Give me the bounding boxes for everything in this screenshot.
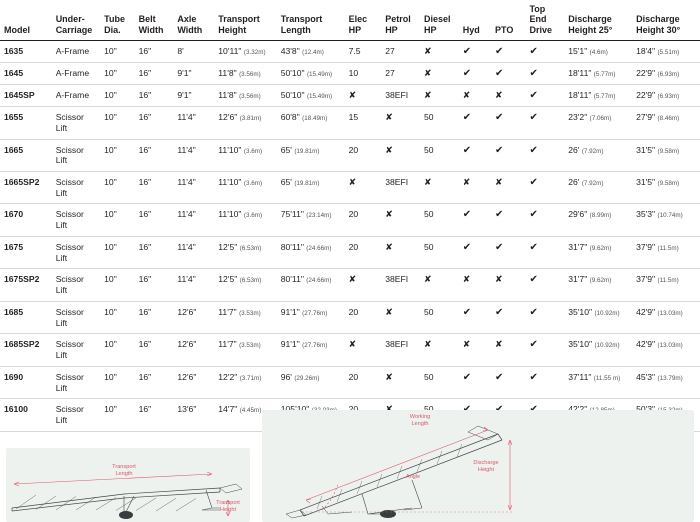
check-icon: ✔ bbox=[462, 306, 472, 318]
cell-undercarriage: Scissor Lift bbox=[52, 107, 100, 139]
check-icon: ✔ bbox=[529, 144, 538, 156]
cell-hyd bbox=[459, 366, 491, 398]
cell-belt-width: 16" bbox=[135, 85, 174, 107]
check-icon: ✔ bbox=[529, 274, 538, 286]
table-row bbox=[0, 107, 700, 139]
cell-transport-length: 60'8" (18.49m) bbox=[277, 107, 345, 139]
cell-transport-height: 11'10" (3.6m) bbox=[214, 139, 276, 171]
diagram-section bbox=[0, 410, 700, 522]
cell-undercarriage: Scissor Lift bbox=[52, 399, 100, 431]
cell-transport-length: 75'11" (23.14m) bbox=[277, 204, 345, 236]
table-header bbox=[0, 0, 700, 41]
cell-undercarriage: Scissor Lift bbox=[52, 139, 100, 171]
cell-belt-width: 16" bbox=[135, 204, 174, 236]
cell-petrol-hp bbox=[381, 107, 420, 139]
col-header-belt-width: Belt Width bbox=[135, 0, 174, 41]
cell-axle-width: 8' bbox=[173, 41, 214, 63]
cell-hyd bbox=[459, 334, 491, 366]
cell-model: 1655 bbox=[0, 107, 52, 139]
table-row bbox=[0, 63, 700, 85]
cross-icon: ✘ bbox=[423, 176, 432, 187]
cell-transport-length: 65' (19.81m) bbox=[277, 139, 345, 171]
table-row bbox=[0, 334, 700, 366]
table-row bbox=[0, 301, 700, 333]
cell-transport-length: 91'1" (27.76m) bbox=[277, 301, 345, 333]
cell-pto bbox=[491, 139, 525, 171]
cell-hyd bbox=[459, 107, 491, 139]
cell-diesel-hp: 50 bbox=[420, 366, 459, 398]
cell-pto bbox=[491, 41, 525, 63]
cross-icon: ✘ bbox=[462, 176, 471, 187]
cell-axle-width: 12'6" bbox=[173, 301, 214, 333]
cell-tube-dia: 10" bbox=[100, 269, 134, 301]
cell-petrol-hp bbox=[381, 366, 420, 398]
cell-model: 16100 bbox=[0, 399, 52, 431]
cell-discharge-height-25: 37'11" (11.55 m) bbox=[564, 366, 632, 398]
cell-pto bbox=[491, 366, 525, 398]
cross-icon: ✘ bbox=[423, 46, 432, 57]
col-header-undercarriage: Under-Carriage bbox=[52, 0, 100, 41]
cross-icon: ✘ bbox=[495, 339, 503, 350]
cell-transport-height: 11'7" (3.53m) bbox=[214, 301, 276, 333]
col-header-petrol-hp: Petrol HP bbox=[381, 0, 420, 41]
cell-undercarriage: A-Frame bbox=[52, 41, 100, 63]
cell-discharge-height-25: 18'11" (5.77m) bbox=[564, 85, 632, 107]
cross-icon: ✘ bbox=[423, 339, 432, 350]
col-header-diesel-hp: Diesel HP bbox=[420, 0, 459, 41]
cell-belt-width: 16" bbox=[135, 334, 174, 366]
cell-petrol-hp: 27 bbox=[381, 41, 420, 63]
cell-discharge-height-25: 26' (7.92m) bbox=[564, 139, 632, 171]
cell-petrol-hp: 38EFI bbox=[381, 269, 420, 301]
cross-icon: ✘ bbox=[462, 90, 471, 101]
table-row bbox=[0, 139, 700, 171]
cell-tube-dia: 10" bbox=[100, 63, 134, 85]
cell-tube-dia: 10" bbox=[100, 399, 134, 431]
cell-hyd bbox=[459, 204, 491, 236]
cell-diesel-hp: 50 bbox=[420, 107, 459, 139]
cell-axle-width: 11'4" bbox=[173, 107, 214, 139]
cross-icon: ✘ bbox=[385, 112, 393, 123]
check-icon: ✔ bbox=[462, 68, 472, 80]
cell-transport-length: 80'11" (24.66m) bbox=[277, 236, 345, 268]
check-icon: ✔ bbox=[495, 306, 504, 318]
cell-elec-hp: 10 bbox=[345, 63, 382, 85]
cell-model: 1685 bbox=[0, 301, 52, 333]
cell-axle-width: 11'4" bbox=[173, 269, 214, 301]
cell-tube-dia: 10" bbox=[100, 171, 134, 203]
col-header-discharge-height-30: Discharge Height 30° bbox=[632, 0, 700, 41]
cell-transport-length: 80'11" (24.66m) bbox=[277, 269, 345, 301]
cross-icon: ✘ bbox=[462, 339, 471, 350]
cross-icon: ✘ bbox=[385, 144, 393, 155]
cell-discharge-height-30: 22'9" (6.93m) bbox=[632, 85, 700, 107]
cell-axle-width: 9'1" bbox=[173, 85, 214, 107]
cell-transport-length: 65' (19.81m) bbox=[277, 171, 345, 203]
check-icon: ✔ bbox=[495, 144, 504, 156]
check-icon: ✔ bbox=[529, 46, 538, 58]
cell-belt-width: 16" bbox=[135, 63, 174, 85]
col-header-axle-width: Axle Width bbox=[173, 0, 214, 41]
cell-belt-width: 16" bbox=[135, 139, 174, 171]
cell-model: 1665SP2 bbox=[0, 171, 52, 203]
cell-transport-length: 96' (29.26m) bbox=[277, 366, 345, 398]
cell-transport-height: 10'11" (3.32m) bbox=[214, 41, 276, 63]
cell-discharge-height-25: 29'6" (8.99m) bbox=[564, 204, 632, 236]
cell-diesel-hp: 50 bbox=[420, 301, 459, 333]
cell-petrol-hp: 27 bbox=[381, 63, 420, 85]
cell-discharge-height-30: 27'9" (8.46m) bbox=[632, 107, 700, 139]
cell-petrol-hp: 38EFI bbox=[381, 85, 420, 107]
cell-discharge-height-30: 42'9" (13.03m) bbox=[632, 301, 700, 333]
cell-tube-dia: 10" bbox=[100, 41, 134, 63]
label-transport-height: Transport Height bbox=[216, 500, 240, 513]
check-icon: ✔ bbox=[529, 112, 538, 124]
cell-transport-height: 11'10" (3.6m) bbox=[214, 171, 276, 203]
cell-pto bbox=[491, 63, 525, 85]
cell-tube-dia: 10" bbox=[100, 366, 134, 398]
cell-elec-hp: 15 bbox=[345, 107, 382, 139]
cell-pto bbox=[491, 236, 525, 268]
cell-elec-hp: 20 bbox=[345, 301, 382, 333]
cell-undercarriage: Scissor Lift bbox=[52, 236, 100, 268]
label-transport-length: Transport Length bbox=[112, 464, 136, 477]
cell-diesel-hp bbox=[420, 334, 459, 366]
cell-discharge-height-25: 26' (7.92m) bbox=[564, 171, 632, 203]
cross-icon: ✘ bbox=[495, 90, 503, 101]
cross-icon: ✘ bbox=[462, 274, 471, 285]
col-header-transport-height: Transport Height bbox=[214, 0, 276, 41]
cell-transport-height: 11'8" (3.56m) bbox=[214, 63, 276, 85]
cross-icon: ✘ bbox=[348, 176, 357, 187]
cell-axle-width: 11'4" bbox=[173, 139, 214, 171]
cell-transport-height: 12'2" (3.71m) bbox=[214, 366, 276, 398]
cell-model: 1690 bbox=[0, 366, 52, 398]
cell-top-end-drive bbox=[525, 301, 564, 333]
cross-icon: ✘ bbox=[348, 90, 357, 101]
check-icon: ✔ bbox=[529, 90, 538, 102]
check-icon: ✔ bbox=[495, 371, 504, 383]
cell-pto bbox=[491, 204, 525, 236]
cell-transport-height: 12'6" (3.81m) bbox=[214, 107, 276, 139]
cell-transport-height: 12'5" (6.53m) bbox=[214, 269, 276, 301]
cell-model: 1675 bbox=[0, 236, 52, 268]
cell-pto bbox=[491, 85, 525, 107]
cell-petrol-hp: 38EFI bbox=[381, 334, 420, 366]
cell-transport-height: 11'7" (3.53m) bbox=[214, 334, 276, 366]
cell-top-end-drive bbox=[525, 269, 564, 301]
cell-discharge-height-30: 42'9" (13.03m) bbox=[632, 334, 700, 366]
cross-icon: ✘ bbox=[423, 274, 432, 285]
cell-model: 1645 bbox=[0, 63, 52, 85]
table-row bbox=[0, 204, 700, 236]
cell-belt-width: 16" bbox=[135, 399, 174, 431]
cell-top-end-drive bbox=[525, 366, 564, 398]
cell-discharge-height-25: 31'7" (9.62m) bbox=[564, 236, 632, 268]
cell-diesel-hp bbox=[420, 85, 459, 107]
cell-top-end-drive bbox=[525, 171, 564, 203]
cell-belt-width: 16" bbox=[135, 171, 174, 203]
cell-undercarriage: A-Frame bbox=[52, 63, 100, 85]
cell-axle-width: 12'6" bbox=[173, 334, 214, 366]
cell-top-end-drive bbox=[525, 334, 564, 366]
cell-elec-hp: 7.5 bbox=[345, 41, 382, 63]
cell-petrol-hp bbox=[381, 236, 420, 268]
cell-discharge-height-25: 35'10" (10.92m) bbox=[564, 301, 632, 333]
cell-undercarriage: A-Frame bbox=[52, 85, 100, 107]
cell-discharge-height-25: 23'2" (7.06m) bbox=[564, 107, 632, 139]
cell-undercarriage: Scissor Lift bbox=[52, 366, 100, 398]
cell-pto bbox=[491, 171, 525, 203]
check-icon: ✔ bbox=[462, 112, 472, 124]
col-header-elec-hp: Elec HP bbox=[345, 0, 382, 41]
cell-hyd bbox=[459, 85, 491, 107]
cell-petrol-hp bbox=[381, 139, 420, 171]
cell-petrol-hp: 38EFI bbox=[381, 171, 420, 203]
cell-hyd bbox=[459, 301, 491, 333]
cell-elec-hp: 20 bbox=[345, 236, 382, 268]
cell-top-end-drive bbox=[525, 236, 564, 268]
cell-transport-length: 91'1" (27.76m) bbox=[277, 334, 345, 366]
col-header-tube-dia: Tube Dia. bbox=[100, 0, 134, 41]
cell-hyd bbox=[459, 236, 491, 268]
label-working-length: Working Length bbox=[409, 414, 431, 427]
cell-top-end-drive bbox=[525, 41, 564, 63]
check-icon: ✔ bbox=[495, 46, 504, 58]
cell-top-end-drive bbox=[525, 107, 564, 139]
cell-discharge-height-30: 31'5" (9.58m) bbox=[632, 171, 700, 203]
cell-transport-height: 11'8" (3.56m) bbox=[214, 85, 276, 107]
cell-hyd bbox=[459, 63, 491, 85]
cell-belt-width: 16" bbox=[135, 301, 174, 333]
cell-discharge-height-30: 35'3" (10.74m) bbox=[632, 204, 700, 236]
cell-axle-width: 11'4" bbox=[173, 236, 214, 268]
check-icon: ✔ bbox=[529, 241, 538, 253]
cross-icon: ✘ bbox=[423, 90, 432, 101]
transport-position-diagram bbox=[6, 448, 250, 522]
cell-elec-hp: 20 bbox=[345, 204, 382, 236]
cell-belt-width: 16" bbox=[135, 269, 174, 301]
cell-pto bbox=[491, 107, 525, 139]
cell-undercarriage: Scissor Lift bbox=[52, 269, 100, 301]
cell-top-end-drive bbox=[525, 139, 564, 171]
cell-undercarriage: Scissor Lift bbox=[52, 171, 100, 203]
cross-icon: ✘ bbox=[348, 339, 357, 350]
check-icon: ✔ bbox=[529, 371, 538, 383]
check-icon: ✔ bbox=[462, 371, 472, 383]
cell-hyd bbox=[459, 139, 491, 171]
cell-tube-dia: 10" bbox=[100, 236, 134, 268]
cell-elec-hp bbox=[345, 269, 382, 301]
cell-top-end-drive bbox=[525, 204, 564, 236]
cell-diesel-hp: 50 bbox=[420, 139, 459, 171]
cell-model: 1645SP bbox=[0, 85, 52, 107]
check-icon: ✔ bbox=[495, 209, 504, 221]
check-icon: ✔ bbox=[462, 46, 472, 58]
cell-hyd bbox=[459, 41, 491, 63]
cell-discharge-height-25: 18'11" (5.77m) bbox=[564, 63, 632, 85]
col-header-hyd: Hyd bbox=[459, 0, 491, 41]
cell-tube-dia: 10" bbox=[100, 139, 134, 171]
check-icon: ✔ bbox=[529, 68, 538, 80]
cell-undercarriage: Scissor Lift bbox=[52, 334, 100, 366]
check-icon: ✔ bbox=[462, 144, 472, 156]
cross-icon: ✘ bbox=[495, 176, 503, 187]
cell-petrol-hp bbox=[381, 204, 420, 236]
cell-transport-length: 43'8" (12.4m) bbox=[277, 41, 345, 63]
table-header-row bbox=[0, 0, 700, 41]
cell-discharge-height-30: 37'9" (11.5m) bbox=[632, 236, 700, 268]
check-icon: ✔ bbox=[529, 176, 538, 188]
check-icon: ✔ bbox=[462, 209, 472, 221]
check-icon: ✔ bbox=[495, 112, 504, 124]
table-row bbox=[0, 85, 700, 107]
cell-axle-width: 11'4" bbox=[173, 204, 214, 236]
label-angle: Angle bbox=[405, 474, 421, 480]
cell-belt-width: 16" bbox=[135, 236, 174, 268]
cell-transport-height: 11'10" (3.6m) bbox=[214, 204, 276, 236]
col-header-top-end-drive: Top End Drive bbox=[525, 0, 564, 41]
cell-model: 1665 bbox=[0, 139, 52, 171]
cell-axle-width: 13'6" bbox=[173, 399, 214, 431]
col-header-transport-length: Transport Length bbox=[277, 0, 345, 41]
table-row bbox=[0, 269, 700, 301]
check-icon: ✔ bbox=[462, 241, 472, 253]
table-row bbox=[0, 236, 700, 268]
cell-diesel-hp: 50 bbox=[420, 204, 459, 236]
table-row bbox=[0, 41, 700, 63]
cell-tube-dia: 10" bbox=[100, 204, 134, 236]
cell-petrol-hp bbox=[381, 301, 420, 333]
cell-diesel-hp bbox=[420, 41, 459, 63]
cell-discharge-height-30: 45'3" (13.79m) bbox=[632, 366, 700, 398]
cell-top-end-drive bbox=[525, 85, 564, 107]
cell-diesel-hp bbox=[420, 171, 459, 203]
cell-transport-length: 50'10" (15.49m) bbox=[277, 63, 345, 85]
cell-axle-width: 9'1" bbox=[173, 63, 214, 85]
table-row bbox=[0, 366, 700, 398]
cross-icon: ✘ bbox=[385, 306, 393, 317]
cell-axle-width: 12'6" bbox=[173, 366, 214, 398]
cell-discharge-height-30: 22'9" (6.93m) bbox=[632, 63, 700, 85]
cell-diesel-hp bbox=[420, 63, 459, 85]
table-body bbox=[0, 41, 700, 432]
cell-belt-width: 16" bbox=[135, 41, 174, 63]
cell-transport-height: 12'5" (6.53m) bbox=[214, 236, 276, 268]
cell-transport-height: 14'7" (4.45m) bbox=[214, 399, 276, 431]
cell-hyd bbox=[459, 171, 491, 203]
cell-pto bbox=[491, 301, 525, 333]
cell-tube-dia: 10" bbox=[100, 334, 134, 366]
cell-discharge-height-25: 35'10" (10.92m) bbox=[564, 334, 632, 366]
cell-transport-length: 50'10" (15.49m) bbox=[277, 85, 345, 107]
col-header-pto: PTO bbox=[491, 0, 525, 41]
cross-icon: ✘ bbox=[348, 274, 357, 285]
cell-top-end-drive bbox=[525, 63, 564, 85]
cross-icon: ✘ bbox=[385, 241, 393, 252]
cell-diesel-hp bbox=[420, 269, 459, 301]
cell-pto bbox=[491, 269, 525, 301]
cell-discharge-height-25: 31'7" (9.62m) bbox=[564, 269, 632, 301]
cross-icon: ✘ bbox=[423, 68, 432, 79]
table-row bbox=[0, 171, 700, 203]
cross-icon: ✘ bbox=[385, 371, 393, 382]
cell-discharge-height-30: 18'4" (5.51m) bbox=[632, 41, 700, 63]
cell-discharge-height-25: 15'1" (4.6m) bbox=[564, 41, 632, 63]
cell-belt-width: 16" bbox=[135, 107, 174, 139]
col-header-model: Model bbox=[0, 0, 52, 41]
col-header-discharge-height-25: Discharge Height 25° bbox=[564, 0, 632, 41]
cell-tube-dia: 10" bbox=[100, 85, 134, 107]
cell-diesel-hp: 50 bbox=[420, 236, 459, 268]
cell-elec-hp: 20 bbox=[345, 366, 382, 398]
cell-elec-hp bbox=[345, 171, 382, 203]
check-icon: ✔ bbox=[495, 241, 504, 253]
check-icon: ✔ bbox=[529, 209, 538, 221]
cell-model: 1675SP2 bbox=[0, 269, 52, 301]
cell-hyd bbox=[459, 269, 491, 301]
cell-pto bbox=[491, 334, 525, 366]
check-icon: ✔ bbox=[529, 306, 538, 318]
cell-undercarriage: Scissor Lift bbox=[52, 204, 100, 236]
cross-icon: ✘ bbox=[385, 209, 393, 220]
cell-elec-hp bbox=[345, 334, 382, 366]
cell-axle-width: 11'4" bbox=[173, 171, 214, 203]
check-icon: ✔ bbox=[495, 68, 504, 80]
cell-model: 1635 bbox=[0, 41, 52, 63]
cell-tube-dia: 10" bbox=[100, 107, 134, 139]
working-position-diagram bbox=[262, 410, 694, 522]
cell-discharge-height-30: 31'5" (9.58m) bbox=[632, 139, 700, 171]
cell-undercarriage: Scissor Lift bbox=[52, 301, 100, 333]
cell-elec-hp bbox=[345, 85, 382, 107]
cross-icon: ✘ bbox=[495, 274, 503, 285]
cell-model: 1685SP2 bbox=[0, 334, 52, 366]
cell-tube-dia: 10" bbox=[100, 301, 134, 333]
cell-model: 1670 bbox=[0, 204, 52, 236]
cell-elec-hp: 20 bbox=[345, 139, 382, 171]
check-icon: ✔ bbox=[529, 339, 538, 351]
label-discharge-height: Discharge Height bbox=[473, 460, 499, 473]
cell-discharge-height-30: 37'9" (11.5m) bbox=[632, 269, 700, 301]
cell-belt-width: 16" bbox=[135, 366, 174, 398]
